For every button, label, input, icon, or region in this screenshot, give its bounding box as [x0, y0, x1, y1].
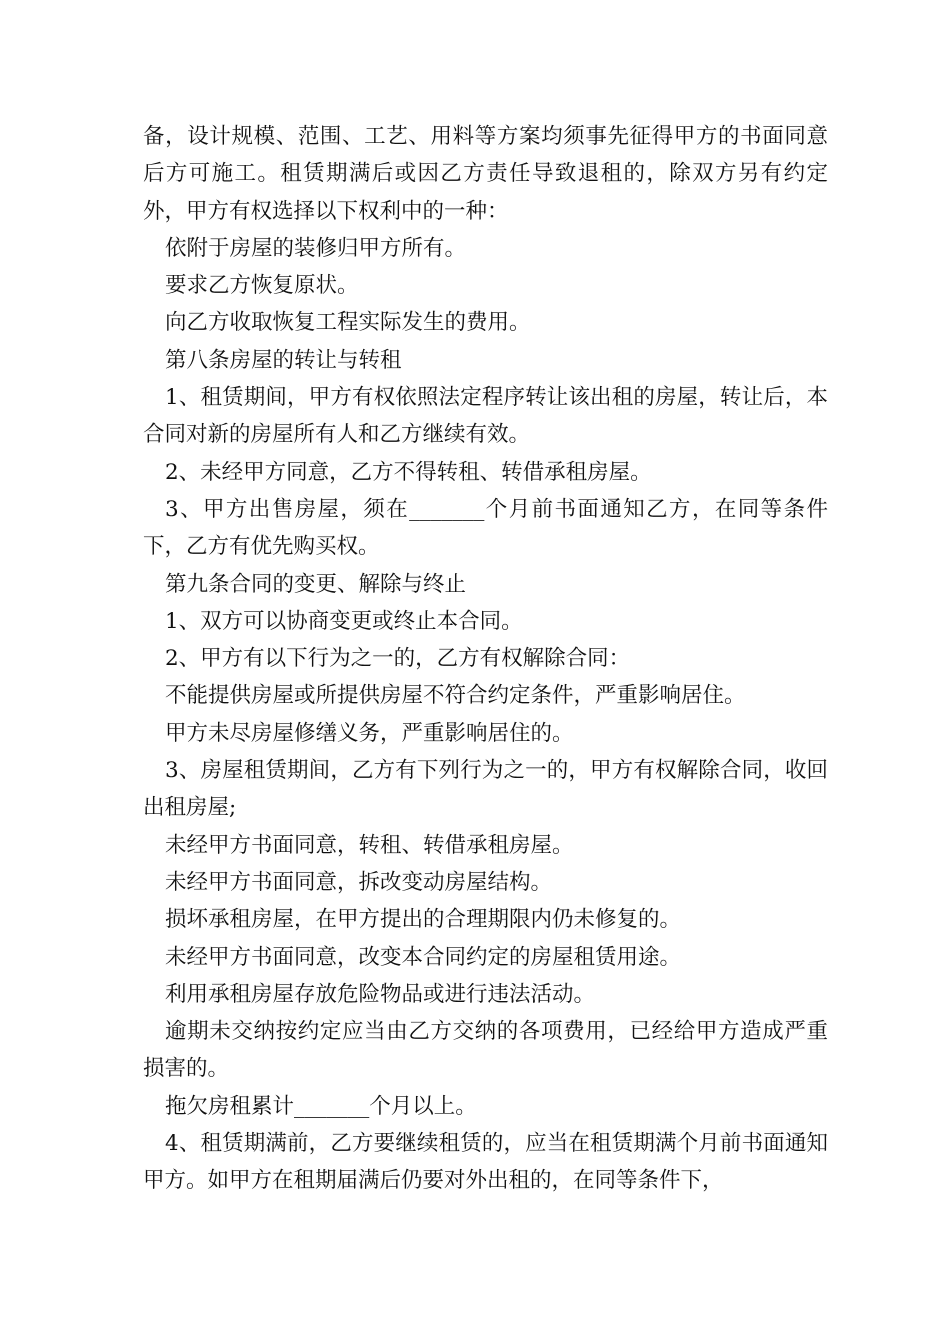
paragraph-3: 要求乙方恢复原状。 — [165, 273, 359, 299]
paragraph-18: 未经甲方书面同意，改变本合同约定的房屋租赁用途。 — [165, 944, 682, 970]
paragraph-2: 依附于房屋的装修归甲方所有。 — [165, 235, 467, 261]
paragraph-22: 4、租赁期满前，乙方要继续租赁的，应当在租赁期满个月前书面通知甲方。如甲方在租期届满后仍要对外出租的，在同等条件下， — [143, 1131, 828, 1194]
paragraph-4: 向乙方收取恢复工程实际发生的费用。 — [165, 310, 531, 336]
document-body — [143, 118, 828, 1200]
paragraph-10: 1、双方可以协商变更或终止本合同。 — [165, 608, 523, 634]
paragraph-6: 1、租赁期间，甲方有权依照法定程序转让该出租的房屋，转让后，本合同对新的房屋所有人和乙方继续有效。 — [143, 385, 828, 448]
section-heading-article-8: 第八条房屋的转让与转租 — [165, 347, 402, 373]
paragraph-20: 逾期未交纳按约定应当由乙方交纳的各项费用，已经给甲方造成严重损害的。 — [143, 1019, 828, 1082]
paragraph-16: 未经甲方书面同意，拆改变动房屋结构。 — [165, 869, 553, 895]
section-heading-article-9: 第九条合同的变更、解除与终止 — [165, 571, 467, 597]
paragraph-13: 甲方未尽房屋修缮义务，严重影响居住的。 — [165, 720, 574, 746]
paragraph-15: 未经甲方书面同意，转租、转借承租房屋。 — [165, 832, 574, 858]
paragraph-17: 损坏承租房屋，在甲方提出的合理期限内仍未修复的。 — [165, 907, 682, 933]
paragraph-11: 2、甲方有以下行为之一的，乙方有权解除合同： — [165, 646, 631, 672]
paragraph-12: 不能提供房屋或所提供房屋不符合约定条件，严重影响居住。 — [165, 683, 746, 709]
paragraph-1: 备，设计规模、范围、工艺、用料等方案均须事先征得甲方的书面同意后方可施工。租赁期满后或因乙方责任导致退租的，除双方另有约定外，甲方有权选择以下权利中的一种： — [143, 124, 828, 224]
paragraph-7: 2、未经甲方同意，乙方不得转租、转借承租房屋。 — [165, 459, 652, 485]
paragraph-14: 3、房屋租赁期间，乙方有下列行为之一的，甲方有权解除合同，收回出租房屋; — [143, 758, 828, 821]
paragraph-19: 利用承租房屋存放危险物品或进行违法活动。 — [165, 981, 596, 1007]
paragraph-21: 拖欠房租累计_______个月以上。 — [165, 1093, 477, 1119]
paragraph-8: 3、甲方出售房屋，须在_______个月前书面通知乙方，在同等条件下，乙方有优先购买权。 — [143, 496, 828, 560]
